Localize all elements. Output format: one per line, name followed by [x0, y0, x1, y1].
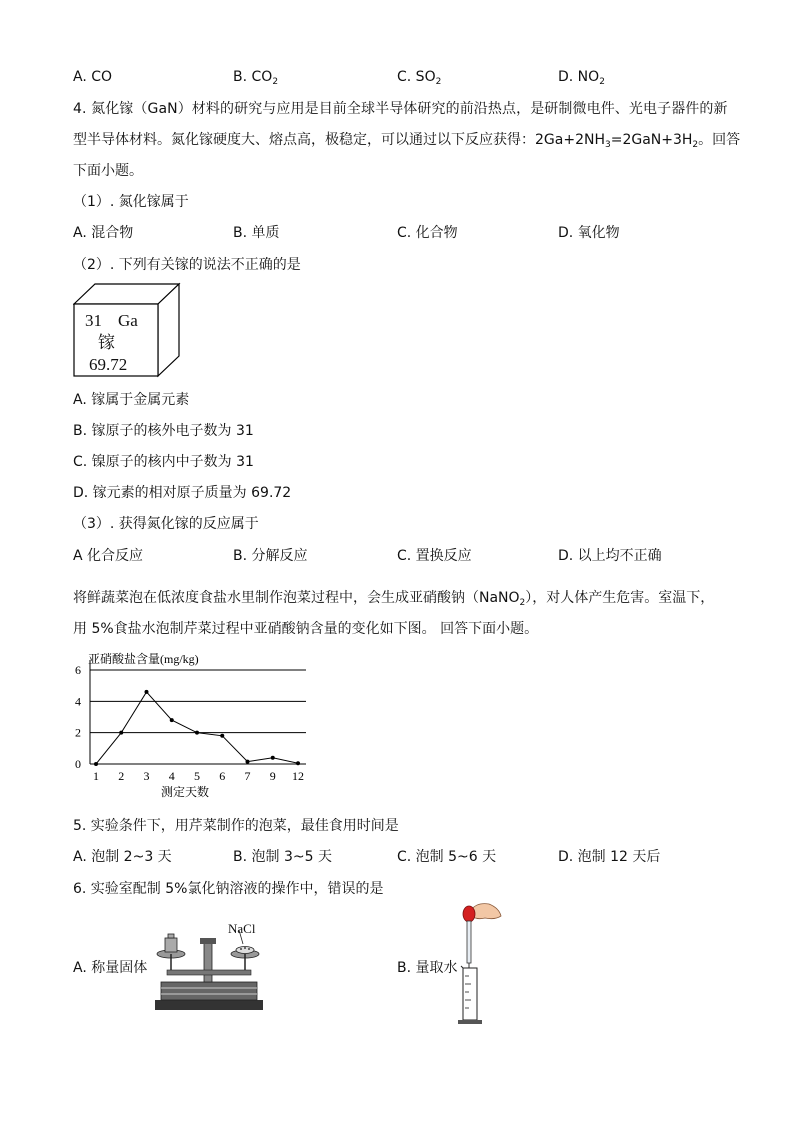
graduated-cylinder-illustration [455, 902, 505, 1026]
q5-option-d: D. 泡制 12 天后 [558, 849, 661, 865]
y-tick-label: 4 [75, 694, 81, 709]
q4-sub3-option-b: B. 分解反应 [233, 548, 308, 564]
passage-line1-sub: 2 [519, 598, 526, 608]
x-tick-label: 6 [219, 769, 226, 783]
q4-sub3-option-d: D. 以上均不正确 [558, 548, 662, 564]
element-number: 31 [85, 311, 102, 330]
x-tick-label: 1 [93, 769, 99, 783]
q4-line2-sub2: 2 [692, 140, 699, 150]
data-point [195, 731, 199, 735]
q4-sub1-option-d: D. 氧化物 [558, 225, 620, 241]
q3-option-b-sub: 2 [272, 77, 279, 87]
q4-stem-line1: 4. 氮化镓（GaN）材料的研究与应用是目前全球半导体研究的前沿热点，是研制微电件、光电子器件的新 [73, 101, 728, 117]
data-point [94, 762, 98, 766]
y-tick-label: 6 [75, 663, 81, 677]
y-axis-label: 亚硝酸盐含量(mg/kg) [88, 652, 199, 666]
q4-line2-sub1: 3 [604, 140, 611, 150]
data-point [220, 734, 224, 738]
q4-sub2-option-c: C. 镍原子的核内中子数为 31 [73, 454, 254, 470]
q6-stem: 6. 实验室配制 5%氯化钠溶液的操作中，错误的是 [73, 881, 384, 897]
q4-line2-part3: 。回答 [698, 132, 741, 148]
q5-option-b: B. 泡制 3~5 天 [233, 849, 332, 865]
passage-line1 [73, 589, 714, 607]
q4-sub2-option-b: B. 镓原子的核外电子数为 31 [73, 423, 254, 439]
data-point [119, 731, 123, 735]
x-tick-label: 12 [292, 769, 304, 783]
q3-option-d-sub: 2 [599, 77, 605, 87]
nitrite-line-chart [66, 650, 306, 800]
q4-sub3-option-a: A 化合反应 [73, 548, 144, 564]
q4-stem-line2 [73, 131, 740, 149]
q3-option-b [233, 68, 278, 86]
q4-sub1-option-a: A. 混合物 [73, 225, 134, 241]
data-point [271, 756, 275, 760]
q4-stem-line3: 下面小题。 [73, 163, 143, 179]
q4-sub1-option-b: B. 单质 [233, 225, 280, 241]
x-tick-label: 7 [244, 769, 251, 783]
q4-line2-part1: 型半导体材料。氮化镓硬度大、熔点高，极稳定，可以通过以下反应获得：2Ga+2NH [73, 132, 605, 148]
q6-option-a: A. 称量固体 [73, 960, 148, 976]
x-tick-label: 4 [168, 769, 175, 783]
q5-stem: 5. 实验条件下，用芹菜制作的泡菜，最佳食用时间是 [73, 818, 399, 834]
data-point [296, 761, 300, 765]
q6-option-b: B. 量取水 [397, 960, 458, 976]
q4-sub2-option-a: A. 镓属于金属元素 [73, 392, 190, 408]
data-point [145, 690, 149, 694]
q3-option-c [397, 68, 441, 86]
passage-line1-part1: 将鲜蔬菜泡在低浓度食盐水里制作泡菜过程中，会生成亚硝酸钠（NaNO [73, 590, 520, 606]
q3-option-d-text: D. NO [558, 69, 600, 85]
x-tick-label: 9 [269, 769, 276, 783]
q4-line2-part2: =2GaN+3H [610, 132, 693, 148]
y-tick-label: 0 [75, 757, 81, 771]
q3-option-d [558, 68, 605, 86]
q3-option-c-sub: 2 [435, 77, 442, 87]
q4-sub3-option-c: C. 置换反应 [397, 548, 472, 564]
data-point [246, 760, 250, 764]
q4-sub2-option-d: D. 镓元素的相对原子质量为 69.72 [73, 485, 292, 501]
q3-option-c-text: C. SO [397, 69, 436, 85]
passage-line1-part2: ），对人体产生危害。室温下， [525, 590, 715, 606]
q3-option-a: A. CO [73, 69, 113, 85]
x-tick-label: 3 [143, 769, 150, 783]
q5-option-c: C. 泡制 5~6 天 [397, 849, 497, 865]
element-mass: 69.72 [89, 355, 128, 374]
element-name: 镓 [98, 333, 115, 352]
q4-sub2-stem: （2）. 下列有关镓的说法不正确的是 [73, 257, 301, 273]
q4-sub3-stem: （3）. 获得氮化镓的反应属于 [73, 516, 259, 532]
q5-option-a: A. 泡制 2~3 天 [73, 849, 172, 865]
data-point [170, 718, 174, 722]
x-tick-label: 5 [194, 769, 200, 783]
nacl-label: NaCl [228, 921, 256, 936]
x-tick-label: 2 [118, 769, 125, 783]
y-tick-label: 2 [75, 725, 81, 740]
passage-line2: 用 5%食盐水泡制芹菜过程中亚硝酸钠含量的变化如下图。 回答下面小题。 [73, 621, 539, 637]
x-axis-label: 测定天数 [160, 785, 210, 799]
element-symbol: Ga [118, 311, 138, 330]
series-line [96, 692, 298, 764]
q4-sub1-stem: （1）. 氮化镓属于 [73, 194, 189, 210]
q4-sub1-option-c: C. 化合物 [397, 225, 458, 241]
q3-option-b-text: B. CO [233, 69, 273, 85]
